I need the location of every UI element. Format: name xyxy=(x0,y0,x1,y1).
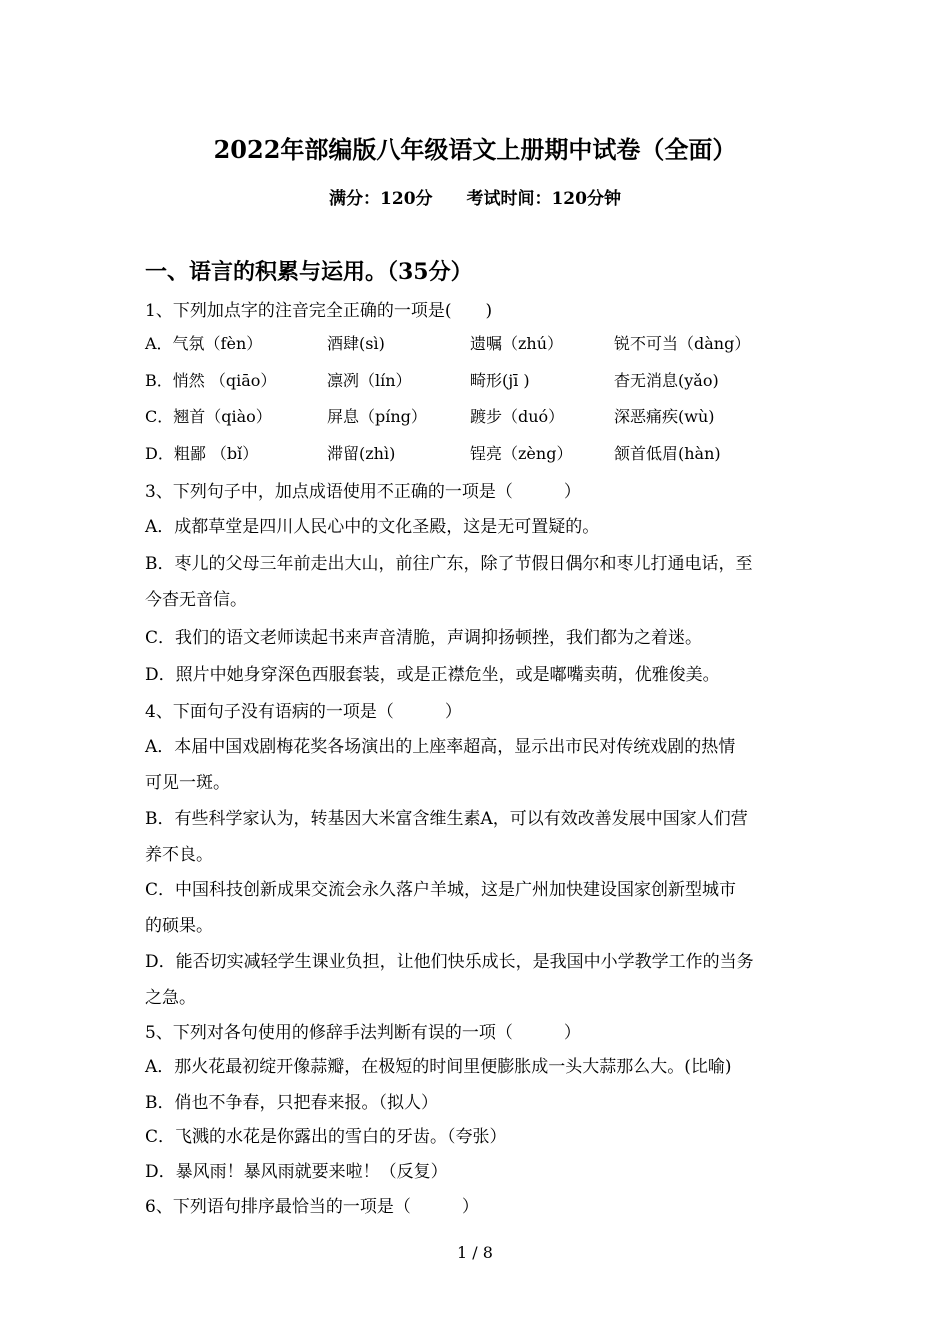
q1-cell: 杳无消息(yǎo) xyxy=(614,371,719,390)
exam-info xyxy=(0,184,950,209)
q4-option-c-cont: 的硕果。 xyxy=(145,916,213,936)
q4-option-d: D．能否切实减轻学生课业负担，让他们快乐成长，是我国中小学教学工作的当务 xyxy=(145,952,754,972)
q1-cell: 滞留(zhì) xyxy=(327,444,396,463)
q1-cell: 遗嘱（zhú） xyxy=(470,334,564,353)
q5-option-d: D．暴风雨！暴风雨就要来啦！（反复） xyxy=(145,1162,448,1182)
section-title: 一、语言的积累与运用。（35分） xyxy=(145,259,473,285)
q3-option-d: D．照片中她身穿深色西服套装，或是正襟危坐，或是嘟嘴卖萌，优雅俊美。 xyxy=(145,665,720,685)
q4-option-b: B．有些科学家认为，转基因大米富含维生素A，可以有效改善发展中国家人们营 xyxy=(145,809,748,829)
q1-cell: D．粗鄙 （bǐ） xyxy=(145,444,259,463)
q5-option-c: C．飞溅的水花是你露出的雪白的牙齿。（夸张） xyxy=(145,1127,507,1147)
q4-option-b-cont: 养不良。 xyxy=(145,845,213,865)
q1-cell: 酒肆(sì) xyxy=(327,334,385,353)
q1-cell: 锃亮（zèng） xyxy=(470,444,573,463)
q5-stem: 5、下列对各句使用的修辞手法判断有误的一项（ ） xyxy=(145,1023,581,1043)
q1-cell: 锐不可当（dàng） xyxy=(614,334,751,353)
exam-time: 考试时间：120分钟 xyxy=(466,189,621,209)
q1-cell: 颔首低眉(hàn) xyxy=(614,444,721,463)
q1-cell: C．翘首（qiào） xyxy=(145,407,272,426)
q4-option-a: A．本届中国戏剧梅花奖各场演出的上座率超高，显示出市民对传统戏剧的热情 xyxy=(145,737,736,757)
q4-stem: 4、下面句子没有语病的一项是（ ） xyxy=(145,702,462,722)
q3-stem: 3、下列句子中，加点成语使用不正确的一项是（ ） xyxy=(145,482,581,502)
q4-option-a-cont: 可见一斑。 xyxy=(145,773,230,793)
q1-cell: 凛冽（lín） xyxy=(327,371,412,390)
q5-option-a: A．那火花最初绽开像蒜瓣，在极短的时间里便膨胀成一头大蒜那么大。(比喻) xyxy=(145,1057,732,1077)
q1-cell: 畸形(jī ) xyxy=(470,371,530,390)
q1-cell: 屏息（píng） xyxy=(327,407,427,426)
page-number: 1 / 8 xyxy=(457,1243,493,1262)
q3-option-c: C．我们的语文老师读起书来声音清脆，声调抑扬顿挫，我们都为之着迷。 xyxy=(145,628,703,648)
q3-option-b: B．枣儿的父母三年前走出大山，前往广东，除了节假日偶尔和枣儿打通电话，至 xyxy=(145,554,753,574)
q4-option-d-cont: 之急。 xyxy=(145,988,196,1008)
q3-option-b-cont: 今杳无音信。 xyxy=(145,590,247,610)
q6-stem: 6、下列语句排序最恰当的一项是（ ） xyxy=(145,1197,479,1217)
q1-cell: 踱步（duó） xyxy=(470,407,565,426)
q1-cell: A．气氛（fèn） xyxy=(145,334,263,353)
q5-option-b: B．俏也不争春，只把春来报。（拟人） xyxy=(145,1093,438,1113)
q3-option-a: A．成都草堂是四川人民心中的文化圣殿，这是无可置疑的。 xyxy=(145,517,600,537)
q1-stem: 1、下列加点字的注音完全正确的一项是( ) xyxy=(145,301,493,321)
q1-cell: B．悄然 （qiāo） xyxy=(145,371,277,390)
page-title: 2022年部编版八年级语文上册期中试卷（全面） xyxy=(213,135,737,164)
q4-option-c: C．中国科技创新成果交流会永久落户羊城，这是广州加快建设国家创新型城市 xyxy=(145,880,737,900)
full-score: 满分：120分 xyxy=(329,189,433,209)
q1-cell: 深恶痛疾(wù) xyxy=(614,407,715,426)
